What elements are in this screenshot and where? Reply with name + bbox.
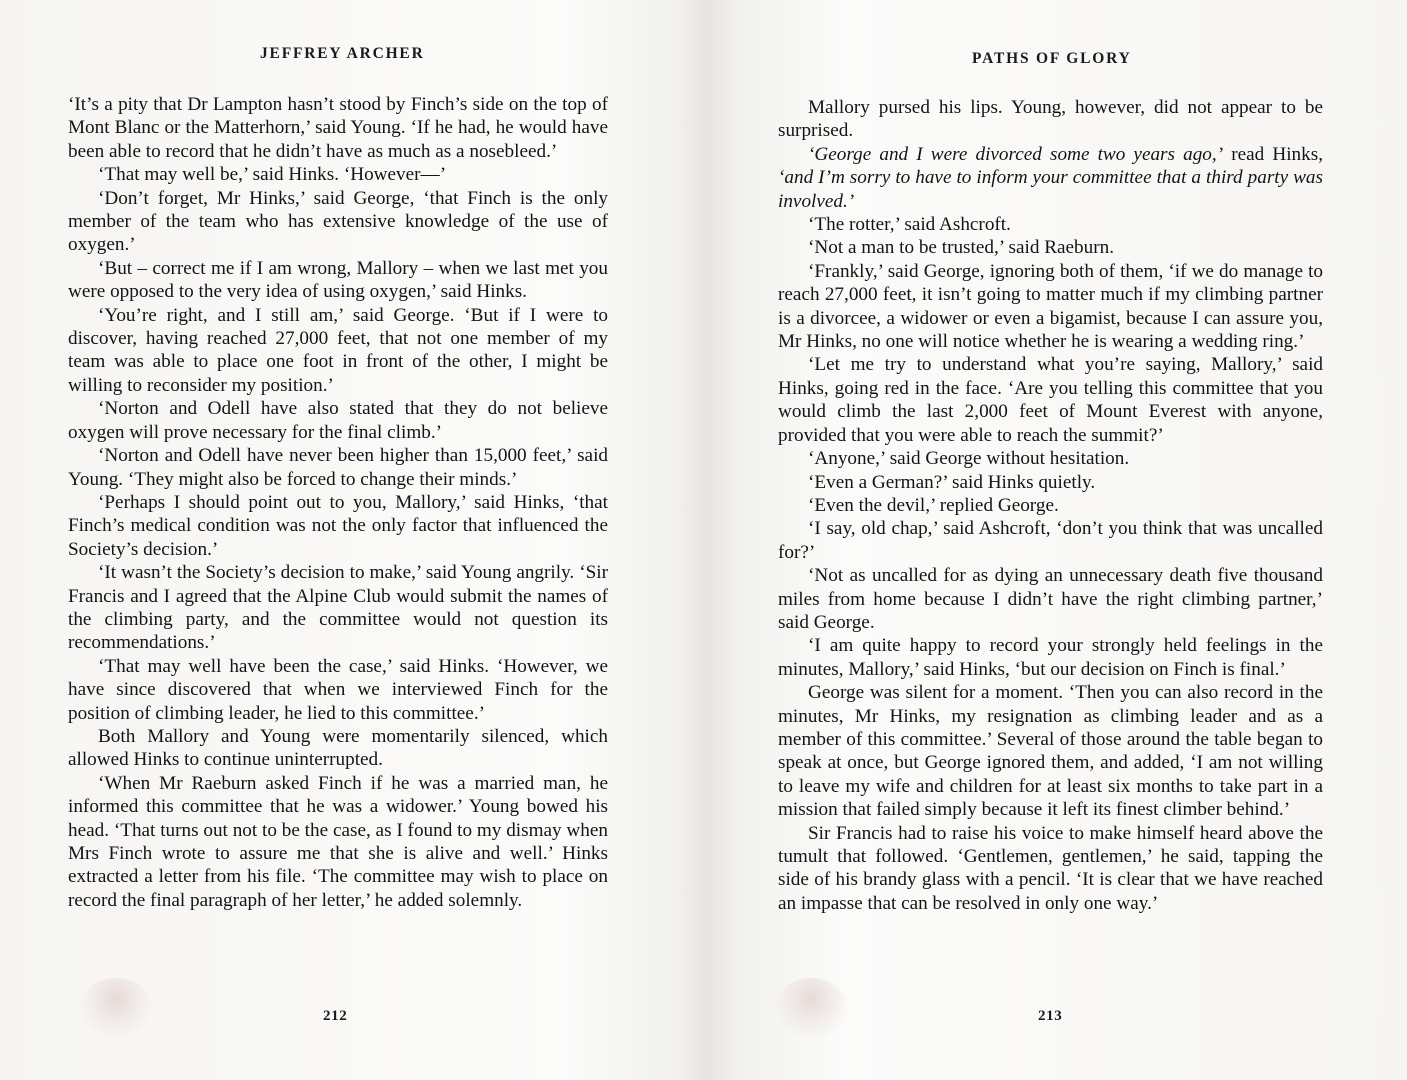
paragraph: ‘Frankly,’ said George, ignoring both of them, ‘if we do manage to reach 27,000 feet, it isn’t going to matter much if my climbing partner is a divorcee, a widower or even a bigamist, because I can assure you, Mr Hinks, no one will notice whether he is wearing a wedding ring.’ [778,260,1323,353]
letter-quote-attribution: read Hinks, [1223,143,1324,165]
right-page [707,0,1407,1080]
paragraph: ‘Even a German?’ said Hinks quietly. [808,471,1096,493]
paragraph: Mallory pursed his lips. Young, however, did not appear to be surprised. [778,97,1323,142]
paragraph: ‘You’re right, and I still am,’ said George. ‘But if I were to discover, having reached 27,000 feet, that not one member of my team was able to place one foot in front of the other, I might be willing to reconsider my position.’ [68,304,608,396]
paragraph: ‘It wasn’t the Society’s decision to make,’ said Young angrily. ‘Sir Francis and I agreed that the Alpine Club would submit the names of the climbing party, and the committee would not question its recommendations.’ [68,562,608,654]
thumb-smudge [775,978,847,1038]
letter-quote-part-1: ‘George and I were divorced some two years ago,’ [808,143,1224,165]
paragraph: ‘Not a man to be trusted,’ said Raeburn. [808,237,1115,259]
right-page-text [778,96,1323,915]
paragraph: ‘But – correct me if I am wrong, Mallory – when we last met you were opposed to the very idea of using oxygen,’ said Hinks. [68,257,608,303]
paragraph: ‘Let me try to understand what you’re saying, Mallory,’ said Hinks, going red in the face. ‘Are you telling this committee that you would climb the last 2,000 feet of Mount Everest with anyone, provided that you were able to reach the summit?’ [778,354,1323,446]
paragraph: Both Mallory and Young were momentarily silenced, which allowed Hinks to continue uninterrupted. [68,725,608,771]
paragraph: ‘Not as uncalled for as dying an unnecessary death five thousand miles from home because I didn’t have the right climbing partner,’ said George. [778,565,1323,633]
paragraph: ‘Anyone,’ said George without hesitation. [808,448,1130,470]
letter-quote-part-2: ‘and I’m sorry to have to inform your committee that a third party was involved.’ [778,167,1323,212]
page-number: 213 [1038,1008,1063,1024]
paragraph: ‘When Mr Raeburn asked Finch if he was a married man, he informed this committee that he was a widower.’ Young bowed his head. ‘That turns out not to be the case, as I found to my dismay when Mrs Finch wrote to assure me that she is alive and well.’ Hinks extracted a letter from his file. ‘The committee may wish to place on record the final paragraph of her letter,’ he added solemnly. [68,772,608,911]
paragraph: ‘I say, old chap,’ said Ashcroft, ‘don’t you think that was uncalled for?’ [778,518,1323,563]
paragraph: ‘That may well be,’ said Hinks. ‘However—’ [98,164,447,186]
paragraph: ‘Norton and Odell have never been higher than 15,000 feet,’ said Young. ‘They might also be forced to change their minds.’ [68,445,608,490]
paragraph: Sir Francis had to raise his voice to make himself heard above the tumult that followed. ‘Gentlemen, gentlemen,’ he said, tapping the side of his brandy glass with a pencil. ‘It is clear that we have reached an impasse that can be resolved in only one way.’ [778,822,1323,914]
paragraph: ‘Don’t forget, Mr Hinks,’ said George, ‘that Finch is the only member of the team who has extensive knowledge of the use of oxygen.’ [68,187,608,256]
left-page [0,0,700,1080]
running-head-title: PATHS OF GLORY [972,50,1132,67]
paragraph: George was silent for a moment. ‘Then you can also record in the minutes, Mr Hinks, my resignation as climbing leader and as a member of this committee.’ Several of those around the table began to speak at once, but George ignored them, and added, ‘I am not willing to leave my wife and children for at least six months to take part in a mission that failed simply because it left its finest climber behind.’ [778,682,1323,821]
thumb-smudge [80,978,152,1038]
paragraph: ‘I am quite happy to record your strongly held feelings in the minutes, Mallory,’ said Hinks, ‘but our decision on Finch is final.’ [778,635,1323,680]
letter-quote-paragraph [778,143,1323,213]
paragraph: ‘Perhaps I should point out to you, Mallory,’ said Hinks, ‘that Finch’s medical condition was not the only factor that influenced the Society’s decision.’ [68,491,608,560]
paragraph: ‘It’s a pity that Dr Lampton hasn’t stood by Finch’s side on the top of Mont Blanc or the Matterhorn,’ said Young. ‘If he had, he would have been able to record that he didn’t have as much as a nosebleed.’ [68,94,608,162]
paragraph: ‘The rotter,’ said Ashcroft. [808,214,1011,236]
running-head-author: JEFFREY ARCHER [260,45,425,62]
page-number: 212 [323,1008,348,1024]
paragraph: ‘That may well have been the case,’ said Hinks. ‘However, we have since discovered that when we interviewed Finch for the position of climbing leader, he lied to this committee.’ [68,655,608,724]
paragraph: ‘Norton and Odell have also stated that they do not believe oxygen will prove necessary for the final climb.’ [68,398,608,443]
left-page-text [68,93,608,912]
paragraph: ‘Even the devil,’ replied George. [808,494,1059,516]
